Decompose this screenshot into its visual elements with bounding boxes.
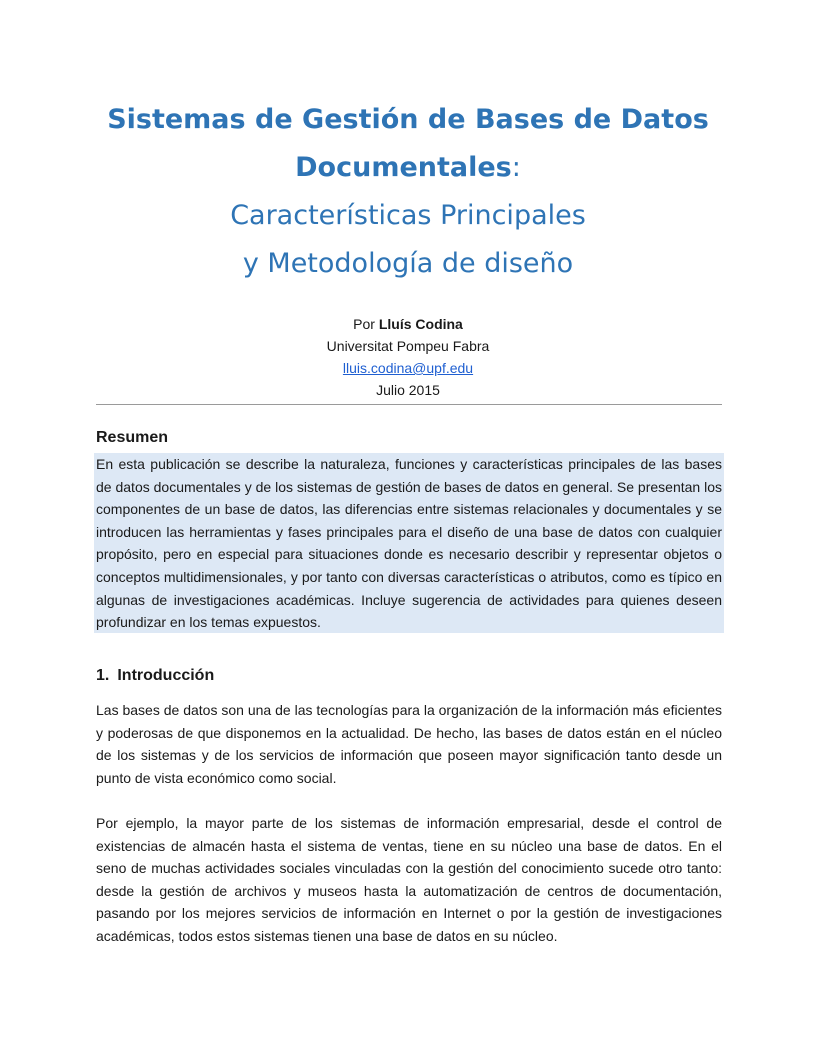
affiliation: Universitat Pompeu Fabra: [326, 338, 490, 354]
horizontal-divider: [96, 404, 722, 405]
publication-date: Julio 2015: [376, 382, 440, 398]
title-line-2: [96, 144, 720, 192]
intro-paragraph-1: Las bases de datos son una de las tecnologías para la organización de la información más eficientes y poderosas de que disponemos en la actualidad. De hecho, las bases de datos están en el núcleo de los sistemas y de los servicios de información que poseen mayor significación tanto desde un punto de vista económico como social.: [96, 702, 722, 786]
section-number: 1.: [96, 667, 110, 684]
section-title: Introducción: [117, 667, 215, 684]
author-line: [96, 313, 720, 335]
title-line-2-text: Documentales: [295, 152, 512, 183]
abstract-text: En esta publicación se describe la naturaleza, funciones y características principales de las bases de datos documentales y de los sistemas de gestión de bases de datos en general. Se presentan los componentes de un base de datos, las diferencias entre sistemas relacionales y documentales y se introducen las herramientas y fases principales para el diseño de una base de datos con cualquier propósito, pero en especial para situaciones donde es necesario describir y representar objetos o conceptos multidimensionales, y por tanto con diversas características o atributos, como es típico en algunas de investigaciones académicas. Incluye sugerencia de actividades para quienes deseen profundizar en los temas expuestos.: [96, 456, 722, 631]
subtitle-line-1: Características Principales: [230, 200, 586, 231]
author-prefix: Por: [353, 316, 379, 332]
email-link[interactable]: lluis.codina@upf.edu: [342, 360, 474, 376]
section-heading: [96, 667, 214, 685]
author-name: Lluís Codina: [378, 316, 463, 332]
title-block: [96, 96, 720, 288]
title-line-1: Sistemas de Gestión de Bases de Datos: [107, 104, 709, 135]
byline: [96, 313, 720, 401]
title-colon: :: [511, 152, 521, 183]
intro-paragraph-2: Por ejemplo, la mayor parte de los sistemas de información empresarial, desde el control de existencias de almacén hasta el sistema de ventas, tiene en su núcleo una base de datos. En el seno de muchas actividades sociales vinculadas con la gestión del conocimiento sucede otro tanto: desde la gestión de archivos y museos hasta la automatización de centros de documentación, pasando por los mejores servicios de información en Internet o por la gestión de investigaciones académicas, todos estos sistemas tienen una base de datos en su núcleo.: [96, 815, 722, 944]
subtitle-line-2: y Metodología de diseño: [242, 248, 574, 279]
abstract-heading: Resumen: [96, 429, 169, 446]
